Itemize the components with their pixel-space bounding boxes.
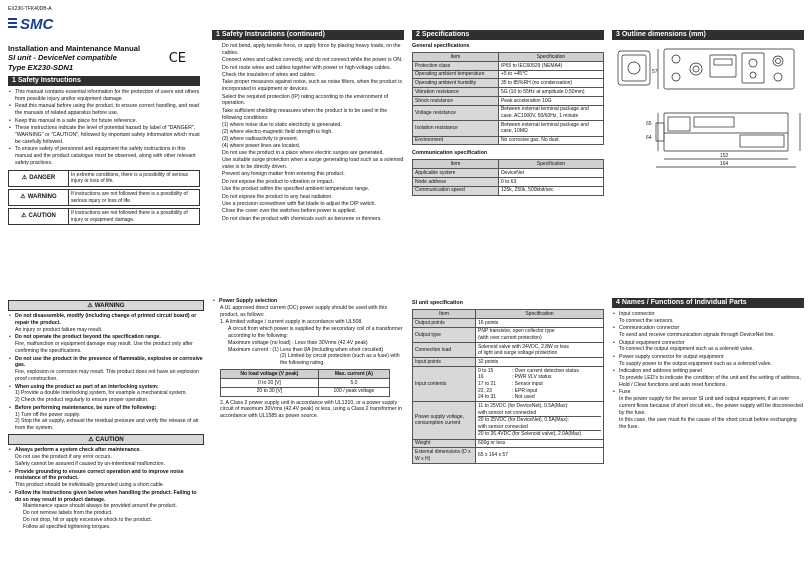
col-header: No load voltage (V peak)	[221, 370, 319, 379]
cell: 35 to 85%RH (no condensation)	[498, 79, 603, 88]
text-line: Do not expose the product to any heat radiation.	[222, 193, 333, 200]
caution-label: CAUTION	[28, 212, 56, 219]
list-item: • Read this manual before using the product, to ensure correct handling, and read the manuals of related apparatus before use.	[8, 103, 200, 117]
text-line: (2) where electro-magnetic field strength is high.	[222, 128, 333, 135]
cell	[476, 343, 604, 358]
text-line: (4) where power lines are located.	[222, 142, 301, 149]
manual-title: Installation and Maintenance Manual	[8, 43, 141, 53]
text-line: Use the product within the specified ambient temperature range.	[222, 186, 370, 193]
list-item	[8, 405, 204, 432]
table-row	[413, 70, 604, 79]
psu-p1a: A circuit from which power is supplied by the secondary coil of a transformer according to the following:	[228, 326, 403, 339]
cell-line: 0 to 15	[478, 367, 494, 374]
ce-mark: CE	[168, 50, 186, 66]
item-body: Fire, malfunction or equipment damage may result. Use the product only after confirming the specifications.	[15, 341, 193, 355]
col-header-item: Item	[413, 160, 499, 169]
psu-title: Power Supply selection	[219, 298, 278, 304]
cell-line: 11 to 25VDC (for DeviceNet), 0.5A(Max):	[478, 402, 569, 409]
list-item	[612, 368, 804, 389]
cell-line: 24 to 31	[478, 394, 497, 401]
table-row	[413, 97, 604, 106]
list-item: • Keep this manual in a safe place for future reference.	[8, 118, 200, 125]
manual-subtitle-1: SI unit - DeviceNet compatible	[8, 53, 117, 63]
item-body: Do not drop, hit or apply excessive shock to the product.	[23, 517, 153, 524]
table-row	[413, 88, 604, 97]
text-line: Select the required protection (IP) rating according to the environment of operation.	[222, 93, 389, 107]
cell: 65 x 164 x 57	[476, 448, 604, 463]
text-line: Take sufficient shielding measures when the product is to be used in the following conditions:	[222, 107, 388, 121]
cell: 600g or less	[476, 439, 604, 448]
safety-bullets	[8, 89, 200, 167]
cell: Between external terminal package and case. AC1000V, 50/60Hz, 1 minute	[498, 105, 603, 120]
list-item: • This manual contains essential information for the protection of users and others from possible injury and/or equipment damage.	[8, 89, 200, 103]
warning-header	[8, 300, 204, 311]
cell-line: Sensor input	[514, 381, 543, 387]
text-line: (1) where noise due to static electricity is generated.	[222, 121, 342, 128]
general-spec-title: General specifications	[412, 43, 470, 49]
cell-line: (with over current protection)	[478, 334, 542, 341]
table-row	[413, 186, 604, 195]
cell: Between external terminal package and case, 10MΩ	[498, 121, 603, 136]
cell: 125k, 250k, 500kbit/sec	[498, 186, 603, 195]
part-desc: To provide LED's to indicate the condition of the unit and the setting of address, Hold / Clear functions and auto reset functions.	[619, 375, 801, 388]
table-row	[413, 367, 604, 402]
cell: 16 points	[476, 318, 604, 327]
parts-list	[612, 311, 804, 431]
dim-65: 65	[646, 121, 652, 127]
front-view-body	[618, 51, 650, 85]
dim-164: 164	[720, 161, 729, 167]
cell: 5.0	[318, 378, 389, 387]
cell: 0 to 63	[498, 178, 603, 187]
item-title: • Follow the instructions given below when handling the product. Failing to do so may result in product damage.	[15, 489, 197, 503]
col-header: Max. current (A)	[318, 370, 389, 379]
cell: Power supply voltage, consumption current	[413, 402, 476, 439]
cell: Weight	[413, 439, 476, 448]
cell: Communication speed	[413, 186, 499, 195]
item-body: Fire, explosion or corrosion may result. This product does not have an explosion proof construction.	[15, 369, 199, 383]
text-line: Connect wires and cables correctly, and do not connect while the power is ON.	[222, 57, 403, 64]
cell-line: 22, 23	[478, 387, 492, 394]
cell: Vibration resistance	[413, 88, 499, 97]
warning-header-label: WARNING	[94, 301, 125, 309]
section-4-heading: 4 Names / Functions of Individual Parts	[612, 298, 804, 308]
table-row	[221, 387, 390, 396]
psu-p1c: Maximum current : (1) Less than 8A (including when short circuited)	[228, 346, 384, 353]
warning-triangle-icon: ⚠	[21, 212, 27, 219]
text-line: Do not bend, apply tensile force, or apply force by placing heavy loads, on the cables.	[222, 43, 401, 56]
list-item	[612, 311, 804, 325]
psu-body	[212, 305, 404, 420]
top-left-column	[8, 6, 200, 296]
list-item: • These instructions indicate the level of potential hazard by label of "DANGER", "WARNING" or "CAUTION", followed by important safety information which must be carefully followed.	[8, 125, 200, 146]
danger-label: DANGER	[29, 174, 56, 181]
dim-64: 64	[646, 135, 652, 141]
psu-p1d: (2) Limited by circuit protection (such as a fuse) with the following rating.	[280, 353, 400, 367]
list-item	[8, 469, 204, 490]
cell-line: 16	[478, 374, 484, 381]
caution-list	[8, 447, 204, 531]
dim-152: 152	[720, 153, 729, 159]
cell-line: of light and surge voltage protection	[478, 350, 558, 357]
warning-label: WARNING	[27, 193, 57, 200]
text-line: Do not clean the product with chemicals such as benzene or thinners.	[222, 215, 382, 222]
caution-header	[8, 434, 204, 445]
cell-line: PNP transistor, open collector type	[478, 328, 555, 335]
section-3-heading: 3 Outline dimensions (mm)	[612, 30, 804, 40]
item-title: • Do not operate the product beyond the specification range.	[15, 334, 161, 341]
psu-p1b: Maximum voltage (no load) : Less than 30Vrms (42.4V peak)	[228, 339, 368, 346]
outline-drawing	[612, 43, 804, 200]
cell-line: 20 to 26.4VDC (for Solenoid valve), 2.0A(Max)	[478, 430, 601, 438]
list-item	[612, 340, 804, 354]
item-body: Follow all specified tightening torques.	[23, 524, 111, 530]
col-header-spec: Specification	[498, 160, 603, 169]
table-row	[221, 378, 390, 387]
part-desc: In the power supply for the sensor SI unit and output equipment, if an over current flows because of short circuit etc., the power supply will be disconnected by the fuse.	[619, 396, 803, 416]
cell-line: EPR input	[514, 387, 538, 394]
outline-dimensions-column	[612, 30, 804, 200]
text-line: Do not route wires and cables together with power or high-voltage cables.	[222, 64, 391, 71]
danger-row	[8, 170, 200, 187]
col-header-spec: Specification	[498, 53, 603, 62]
cell: 20 to 30 [V]	[221, 387, 319, 396]
col-header-spec: Specification	[476, 310, 604, 319]
text-line: Use a precision screwdriver with flat blade to adjust the DIP switch.	[222, 200, 376, 207]
item-title: • Do not use the product in the presence of flammable, explosive or corrosive gas.	[15, 355, 203, 369]
hazard-levels	[8, 170, 200, 226]
cell: Voltage resistance	[413, 105, 499, 120]
cell	[476, 367, 510, 402]
warning-triangle-icon: ⚠	[88, 435, 96, 443]
cell: Peak acceleration 10G	[498, 97, 603, 106]
cell: IP65 to IEC60529 (NEMA4)	[498, 61, 603, 70]
table-row	[413, 327, 604, 342]
brand: SMC	[20, 15, 54, 32]
text-line: Do not use the product in a place where electric surges are generated.	[222, 149, 384, 156]
text-line: Use suitable surge protection when a surge generating load such as a solenoid valve is to be directly driven.	[222, 157, 404, 171]
cell: 100 / peak voltage	[318, 387, 389, 396]
warning-list	[8, 313, 204, 432]
cell	[476, 327, 604, 342]
general-spec-table	[412, 52, 604, 145]
cell-line: 20 to 25VDC (for DeviceNet), 0.5A(Max):	[478, 416, 601, 424]
item-title: • Provide grounding to ensure correct operation and to improve noise resistance of the product.	[15, 468, 184, 482]
cell: Environment	[413, 136, 499, 145]
table-row	[413, 448, 604, 463]
item-body: This product should be individually grounded using a short cable.	[15, 482, 165, 489]
table-row	[413, 343, 604, 358]
specifications-column	[412, 30, 604, 230]
col-header-item: Item	[413, 310, 476, 319]
warning-triangle-icon: ⚠	[21, 174, 28, 181]
smc-logo	[8, 16, 200, 32]
part-desc: To connect the output equipment such as a solenoid valve.	[619, 346, 754, 353]
cell-line: PWR VLV status	[514, 374, 552, 381]
table-row	[413, 105, 604, 120]
psu-p2: 2. A Class 2 power supply unit in accordance with UL1310, or a power supply circuit of maximum 30Vrms (42.4V peak) or less, using a Class 2 transformer in accordance with UL1585 as power source.	[220, 399, 403, 420]
part-desc: To supply power to the output equipment such as a solenoid valve.	[619, 360, 772, 367]
cell: Isolation resistance	[413, 121, 499, 136]
part-title: • Power supply connector for output equipment	[619, 353, 724, 360]
cell: : Over current detection status : PWR VLV status : Sensor input : EPR input : Not used	[510, 367, 604, 402]
cell-line: 17 to 21	[478, 381, 497, 387]
cell: Shock resistance	[413, 97, 499, 106]
list-item	[8, 313, 204, 334]
item-body: Do not remove labels from the product.	[23, 510, 113, 517]
cell-line: Not used	[514, 394, 535, 401]
cell: Operating ambient temperature	[413, 70, 499, 79]
part-desc: In this case, the user must fix the cause of the short circuit before exchanging the fuse.	[619, 416, 797, 430]
list-item	[8, 490, 204, 531]
text-line: Check the insulation of wires and cables.	[222, 71, 317, 78]
table-row	[413, 358, 604, 367]
psu-intro: A UL approved direct current (DC) power supply should be used with this product, as follows:	[220, 305, 388, 319]
cell: Applicable system	[413, 169, 499, 178]
psu-p1: 1. A limited voltage / current supply in accordance with UL508.	[220, 319, 363, 326]
list-item	[8, 334, 204, 355]
cell: Operating ambient humidity	[413, 79, 499, 88]
cell: Protection class	[413, 61, 499, 70]
table-row	[413, 178, 604, 187]
danger-text: In extreme conditions, there is a possibility of serious injury or loss of life.	[71, 171, 188, 185]
cell-line: Solenoid valve with 24VDC, 2.8W or less	[478, 343, 569, 350]
item-body: 2) Stop the air supply, exhaust the residual pressure and verify the release of air from the system.	[15, 418, 199, 432]
comm-spec-title: Communication specification	[412, 150, 488, 157]
cell-line: with sensor connected	[478, 423, 528, 430]
text-line: Take proper measures against noise, such as noise filters, when the product is incorporated in equipment or devices.	[222, 79, 402, 93]
list-item	[8, 447, 204, 468]
section-1-heading: 1 Safety Instructions	[8, 76, 200, 86]
cell: Output type	[413, 327, 476, 342]
si-spec-table	[412, 309, 604, 464]
table-row	[413, 169, 604, 178]
cell: +5 to +45°C	[498, 70, 603, 79]
list-item	[612, 325, 804, 339]
list-item	[212, 298, 404, 305]
si-title: SI unit specification	[412, 300, 463, 306]
cell: DeviceNet	[498, 169, 603, 178]
names-functions-column	[612, 298, 804, 458]
list-item	[612, 354, 804, 368]
caution-row	[8, 208, 200, 225]
item-body: Do not use the product if any error occurs.	[15, 454, 112, 461]
item-title: • Always perform a system check after maintenance.	[15, 447, 141, 454]
text-line: Close the cover over the switches before power is applied.	[222, 208, 357, 215]
caution-text: If instructions are not followed there is a possibility of injury or equipment damage.	[71, 210, 188, 223]
table-row	[413, 402, 604, 439]
item-body: Maintenance space should always be provided around the product.	[23, 503, 177, 510]
smc-logo-icon	[8, 16, 68, 32]
text-line: (3) where radioactivity is present.	[222, 135, 299, 142]
table-row	[413, 439, 604, 448]
list-item: • To ensure safety of personnel and equipment the safety instructions in this manual and the product catalogue must be observed, along with other relevant safety practices.	[8, 146, 200, 167]
table-row	[413, 79, 604, 88]
part-desc: To connect the sensors.	[619, 317, 674, 324]
item-body: 2) Check the product regularly to ensure proper operation.	[15, 397, 149, 404]
list-item	[612, 389, 804, 430]
item-body: Safety cannot be assured if caused by un-intentional malfunction.	[15, 461, 165, 468]
list-item	[8, 384, 204, 405]
part-title: • Output equipment connector	[619, 339, 685, 346]
cell: 0 to 20 [V]	[221, 378, 319, 387]
item-body: 1) Turn off the power supply.	[15, 411, 81, 418]
cell: Input contents	[413, 367, 476, 402]
item-body: An injury or product failure may result.	[15, 326, 103, 333]
text-line: Prevent any foreign matter from entering this product.	[222, 171, 345, 178]
part-desc: To send and receive communication signals through DeviceNet line.	[619, 332, 775, 339]
psu-table	[220, 369, 390, 396]
part-title: • Indication and address setting panel	[619, 368, 703, 375]
cell: Input points	[413, 358, 476, 367]
warning-text: If instructions are not followed there is a possibility of serious injury or loss of life.	[71, 191, 188, 204]
warning-row	[8, 189, 200, 206]
list-item	[8, 356, 204, 383]
caution-header-label: CAUTION	[95, 435, 124, 443]
text-line: Do not expose the product to vibration or impact.	[222, 178, 334, 185]
side-view-body	[664, 113, 788, 151]
table-row	[413, 318, 604, 327]
warnings-column	[8, 298, 204, 568]
item-title: • Do not disassemble, modify (including change of printed circuit board) or repair the product.	[15, 313, 197, 327]
cell-line: Over current detection status	[514, 367, 579, 374]
table-row	[413, 61, 604, 70]
part-title: • Communication connector	[619, 325, 680, 332]
cell: 5G (10 to 55Hz at amplitude 0.50mm)	[498, 88, 603, 97]
cell: Output points	[413, 318, 476, 327]
cell	[476, 402, 604, 439]
manual-subtitle-2: Type EX230-SDN1	[8, 62, 74, 72]
warning-triangle-icon: ⚠	[87, 301, 95, 309]
cell: Node address	[413, 178, 499, 187]
warning-triangle-icon: ⚠	[20, 193, 26, 200]
col-header-item: Item	[413, 53, 499, 62]
power-supply-column	[212, 298, 404, 438]
cell: External dimensions (D x W x H)	[413, 448, 476, 463]
cell: Connection load	[413, 343, 476, 358]
table-row	[413, 136, 604, 145]
table-row	[413, 121, 604, 136]
si-unit-column	[412, 298, 604, 528]
cell-line: with sensor not connected	[478, 409, 537, 416]
safety-continued-text	[212, 43, 404, 222]
section-1c-heading: 1 Safety Instructions (continued)	[212, 30, 404, 40]
item-body: 1) Provide a double interlocking system, for example a mechanical system.	[15, 390, 187, 397]
cell: 32 points	[476, 358, 604, 367]
part-title: • Fuse	[619, 389, 631, 396]
section-2-heading: 2 Specifications	[412, 30, 604, 40]
comm-spec-table	[412, 159, 604, 195]
item-title: • Before performing maintenance, be sure of the following:	[15, 404, 157, 411]
item-title: • When using the product as part of an interlocking system:	[15, 383, 159, 390]
dim-57: 57	[652, 69, 658, 75]
doc-code: EX230-TFK40DB-A	[8, 6, 52, 12]
cell: No corrosive gas. No dust.	[498, 136, 603, 145]
part-title: • Input connector	[619, 311, 655, 317]
safety-continued-column	[212, 30, 404, 290]
